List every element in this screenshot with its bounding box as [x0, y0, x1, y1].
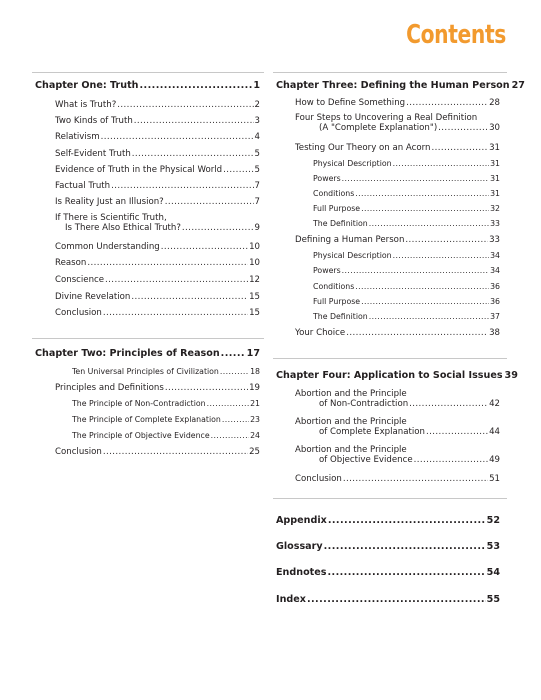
- toc-entry: Factual Truth ..... 7: [55, 181, 260, 191]
- toc-entry: Reason ..... 10: [55, 258, 260, 268]
- toc-entry: Full Purpose ..... 32: [313, 204, 500, 213]
- toc-entry-two-line: Abortion and the Principle of Non-Contradiction ..... 42: [295, 389, 500, 409]
- top-divider-left: [32, 72, 264, 73]
- toc-entry: Powers ..... 31: [313, 174, 500, 183]
- back-matter-appendix: Appendix ..... 52: [276, 515, 500, 526]
- toc-entry: Full Purpose ..... 36: [313, 297, 500, 306]
- toc-entry: Self-Evident Truth ..... 5: [55, 149, 260, 159]
- toc-entry: Conscience ..... 12: [55, 275, 260, 285]
- chapter-two-heading: Chapter Two: Principles of Reason ..... 17: [35, 348, 260, 359]
- toc-entry: The Principle of Objective Evidence ..... 24: [72, 431, 260, 440]
- toc-entry: Principles and Definitions ..... 19: [55, 383, 260, 393]
- toc-entry: Evidence of Truth in the Physical World ..... 5: [55, 165, 260, 175]
- toc-entry: Defining a Human Person ..... 33: [295, 235, 500, 245]
- top-divider-right: [273, 72, 507, 73]
- back-matter-index: Index ..... 55: [276, 594, 500, 605]
- toc-entry: Your Choice ..... 38: [295, 328, 500, 338]
- toc-entry: Conclusion ..... 25: [55, 447, 260, 457]
- toc-entry: Is Reality Just an Illusion? ..... 7: [55, 197, 260, 207]
- back-matter-glossary: Glossary ..... 53: [276, 541, 500, 552]
- toc-entry: The Definition ..... 37: [313, 312, 500, 321]
- toc-entry: Physical Description ..... 31: [313, 159, 500, 168]
- toc-entry: Physical Description ..... 34: [313, 251, 500, 260]
- toc-entry: How to Define Something ..... 28: [295, 98, 500, 108]
- chapter-one-heading: Chapter One: Truth ..... 1: [35, 80, 260, 91]
- chapter-three-heading: Chapter Three: Defining the Human Person 27: [276, 80, 525, 91]
- toc-entry: What is Truth? ..... 2: [55, 100, 260, 110]
- toc-entry: Two Kinds of Truth ..... 3: [55, 116, 260, 126]
- chapter-four-heading: Chapter Four: Application to Social Issues 39: [276, 370, 518, 381]
- back-matter-endnotes: Endnotes ..... 54: [276, 567, 500, 578]
- toc-entry: Relativism ..... 4: [55, 132, 260, 142]
- divider-right-middle: [273, 358, 507, 359]
- toc-entry-two-line: Abortion and the Principle of Objective Evidence ..... 49: [295, 445, 500, 465]
- toc-entry: Common Understanding ..... 10: [55, 242, 260, 252]
- toc-entry: Powers ..... 34: [313, 266, 500, 275]
- toc-entry: The Definition ..... 33: [313, 219, 500, 228]
- toc-entry-two-line: Four Steps to Uncovering a Real Definition (A "Complete Explanation") ..... 30: [295, 113, 500, 133]
- toc-entry: The Principle of Non-Contradiction ..... 21: [72, 399, 260, 408]
- toc-entry: Conditions ..... 36: [313, 282, 500, 291]
- toc-entry: Ten Universal Principles of Civilization ..... 18: [72, 367, 260, 376]
- divider-right-lower: [273, 498, 507, 499]
- toc-entry-two-line: If There is Scientific Truth, Is There Also Ethical Truth? ..... 9: [55, 213, 260, 233]
- toc-entry: Conclusion ..... 15: [55, 308, 260, 318]
- page-title: Contents: [406, 20, 506, 50]
- divider-left-middle: [32, 338, 264, 339]
- toc-entry-two-line: Abortion and the Principle of Complete Explanation ..... 44: [295, 417, 500, 437]
- toc-entry: Conditions ..... 31: [313, 189, 500, 198]
- toc-entry: The Principle of Complete Explanation ..... 23: [72, 415, 260, 424]
- toc-entry: Divine Revelation ..... 15: [55, 292, 260, 302]
- toc-entry: Testing Our Theory on an Acorn ..... 31: [295, 143, 500, 153]
- toc-entry: Conclusion ..... 51: [295, 474, 500, 484]
